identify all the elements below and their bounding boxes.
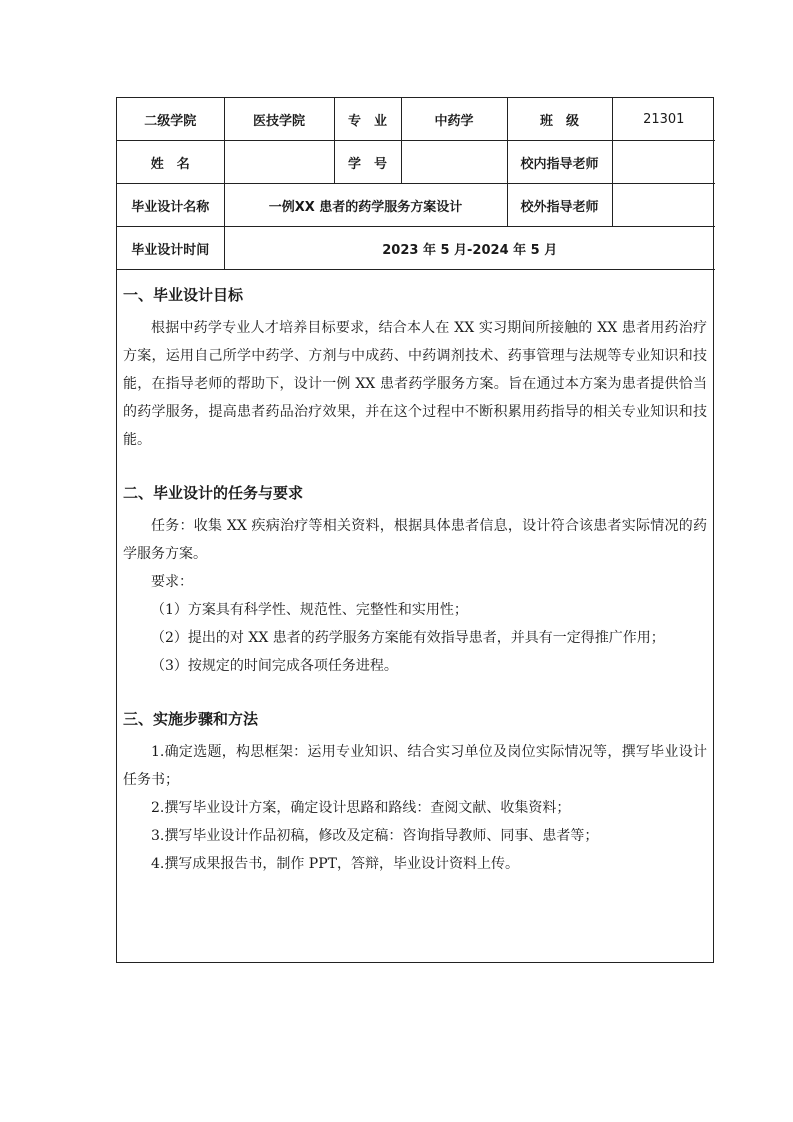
requirement-1: （1）方案具有科学性、规范性、完整性和实用性； xyxy=(151,602,468,618)
info-table xyxy=(117,98,715,270)
step-1: 1.确定选题，构思框架：运用专业知识、结合实习单位及岗位实际情况等，撰写毕业设计任务书； xyxy=(123,744,707,788)
info-row-name xyxy=(117,141,715,184)
section-steps-title: 三、实施步骤和方法 xyxy=(123,710,259,728)
college-value: 医技学院 xyxy=(224,98,334,141)
section-goal-title: 一、毕业设计目标 xyxy=(123,286,244,304)
internal-advisor-label: 校内指导老师 xyxy=(507,141,612,184)
design-title-label: 毕业设计名称 xyxy=(117,184,224,227)
task-description: 任务：收集 XX 疾病治疗等相关资料，根据具体患者信息，设计符合该患者实际情况的药学服务方案。 xyxy=(123,518,707,562)
college-label: 二级学院 xyxy=(117,98,224,141)
step-3: 3.撰写毕业设计作品初稿，修改及定稿：咨询指导教师、同事、患者等； xyxy=(151,828,599,844)
section-tasks-title: 二、毕业设计的任务与要求 xyxy=(123,484,304,502)
student-id-value xyxy=(401,141,507,184)
info-row-college xyxy=(117,98,715,141)
name-label: 姓 名 xyxy=(117,141,224,184)
name-value xyxy=(224,141,334,184)
requirement-2: （2）提出的对 XX 患者的药学服务方案能有效指导患者，并具有一定得推广作用； xyxy=(151,630,665,646)
major-label: 专 业 xyxy=(334,98,401,141)
info-row-time xyxy=(117,227,715,270)
major-value: 中药学 xyxy=(401,98,507,141)
task-document-frame xyxy=(116,97,714,963)
internal-advisor-value xyxy=(612,141,715,184)
section-goal-body: 根据中药学专业人才培养目标要求，结合本人在 XX 实习期间所接触的 XX 患者用药治疗方案，运用自己所学中药学、方剂与中成药、中药调剂技术、药事管理与法规等专业知识和技能，在指导老师的帮助下，设计一例 XX 患者药学服务方案。旨在通过本方案为患者提供恰当的药学服务，提高患者药品治疗效果，并在这个过程中不断积累用药指导的相关专业知识和技能。 xyxy=(123,320,707,448)
design-title-value: 一例XX 患者的药学服务方案设计 xyxy=(224,184,507,227)
requirement-3: （3）按规定的时间完成各项任务进程。 xyxy=(151,658,398,674)
design-time-value: 2023 年 5 月-2024 年 5 月 xyxy=(224,227,715,270)
student-id-label: 学 号 xyxy=(334,141,401,184)
class-label: 班 级 xyxy=(507,98,612,141)
step-4: 4.撰写成果报告书，制作 PPT，答辩，毕业设计资料上传。 xyxy=(151,856,519,872)
class-value: 21301 xyxy=(612,98,715,141)
external-advisor-value xyxy=(612,184,715,227)
requirements-label: 要求： xyxy=(151,574,193,590)
step-2: 2.撰写毕业设计方案，确定设计思路和路线：查阅文献、收集资料； xyxy=(151,800,571,816)
external-advisor-label: 校外指导老师 xyxy=(507,184,612,227)
document-body xyxy=(117,270,713,878)
design-time-label: 毕业设计时间 xyxy=(117,227,224,270)
info-row-title xyxy=(117,184,715,227)
